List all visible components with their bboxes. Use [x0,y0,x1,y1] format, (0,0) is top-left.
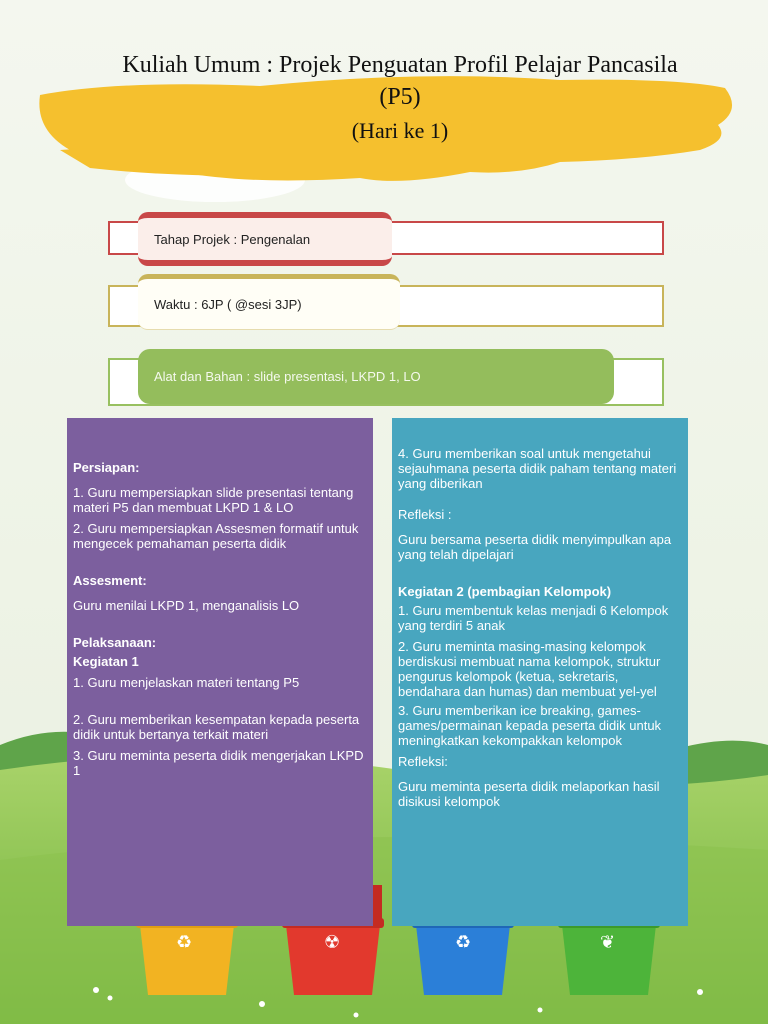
kegiatan1-item-2: 2. Guru memberikan kesempatan kepada peserta didik untuk bertanya terkait materi [73,712,360,742]
title-line-1: Kuliah Umum : Projek Penguatan Profil Pelajar Pancasila [122,52,678,78]
refleksi1-text: Guru bersama peserta didik menyimpulkan apa yang telah dipelajari [398,532,672,562]
right-panel [392,418,688,926]
tahap-label: Tahap Projek : Pengenalan [138,212,392,266]
kegiatan1-item-3: 3. Guru meminta peserta didik mengerjakan LKPD 1 [73,748,364,778]
title-line-2: (P5) [379,84,421,110]
recycle-icon: ♻ [455,932,472,952]
assesment-heading: Assesment: [73,573,147,588]
alat-label: Alat dan Bahan : slide presentasi, LKPD 1, LO [138,349,614,404]
yellow-bin [136,918,238,995]
waktu-label: Waktu : 6JP ( @sesi 3JP) [138,274,400,330]
persiapan-item-1: 1. Guru mempersiapkan slide presentasi tentang materi P5 dan membuat LKPD 1 & LO [73,485,354,515]
green-bin [558,918,660,995]
persiapan-heading: Persiapan: [73,460,140,475]
refleksi2-text: Guru meminta peserta didik melaporkan hasil disikusi kelompok [398,779,660,809]
title-line-3: (Hari ke 1) [351,118,449,143]
refleksi2-heading: Refleksi: [398,754,448,769]
kegiatan2-heading: Kegiatan 2 (pembagian Kelompok) [398,584,612,599]
kegiatan2-item-2: 2. Guru meminta masing-masing kelompok berdiskusi membuat nama kelompok, struktur pengurus kelompok (ketua, sekretaris, bendahara dan humas) dan membuat yel-yel [398,639,661,699]
kegiatan1-item-1: 1. Guru menjelaskan materi tentang P5 [73,675,300,690]
left-panel [67,418,373,926]
refleksi1-heading: Refleksi : [398,507,452,522]
blue-bin [412,918,514,995]
assesment-text: Guru menilai LKPD 1, menganalisis LO [73,598,300,613]
pelaksanaan-heading: Pelaksanaan: [73,635,157,650]
page-title [60,50,740,148]
hazard-icon: ☢ [324,932,341,952]
kegiatan1-item-4: 4. Guru memberikan soal untuk mengetahui sejauhmana peserta didik paham tentang materi yang diberikan [398,446,677,491]
organic-icon: ❦ [600,932,616,952]
kegiatan2-item-1: 1. Guru membentuk kelas menjadi 6 Kelompok yang terdiri 5 anak [398,603,669,633]
recycle-icon: ♻ [176,932,193,952]
persiapan-item-2: 2. Guru mempersiapkan Assesmen formatif untuk mengecek pemahaman peserta didik [73,521,359,551]
kegiatan2-item-3: 3. Guru memberikan ice breaking, games-games/permainan kepada peserta didik untuk meningkatkan kekompakkan kelompok [398,703,662,748]
kegiatan1-heading: Kegiatan 1 [73,654,139,669]
